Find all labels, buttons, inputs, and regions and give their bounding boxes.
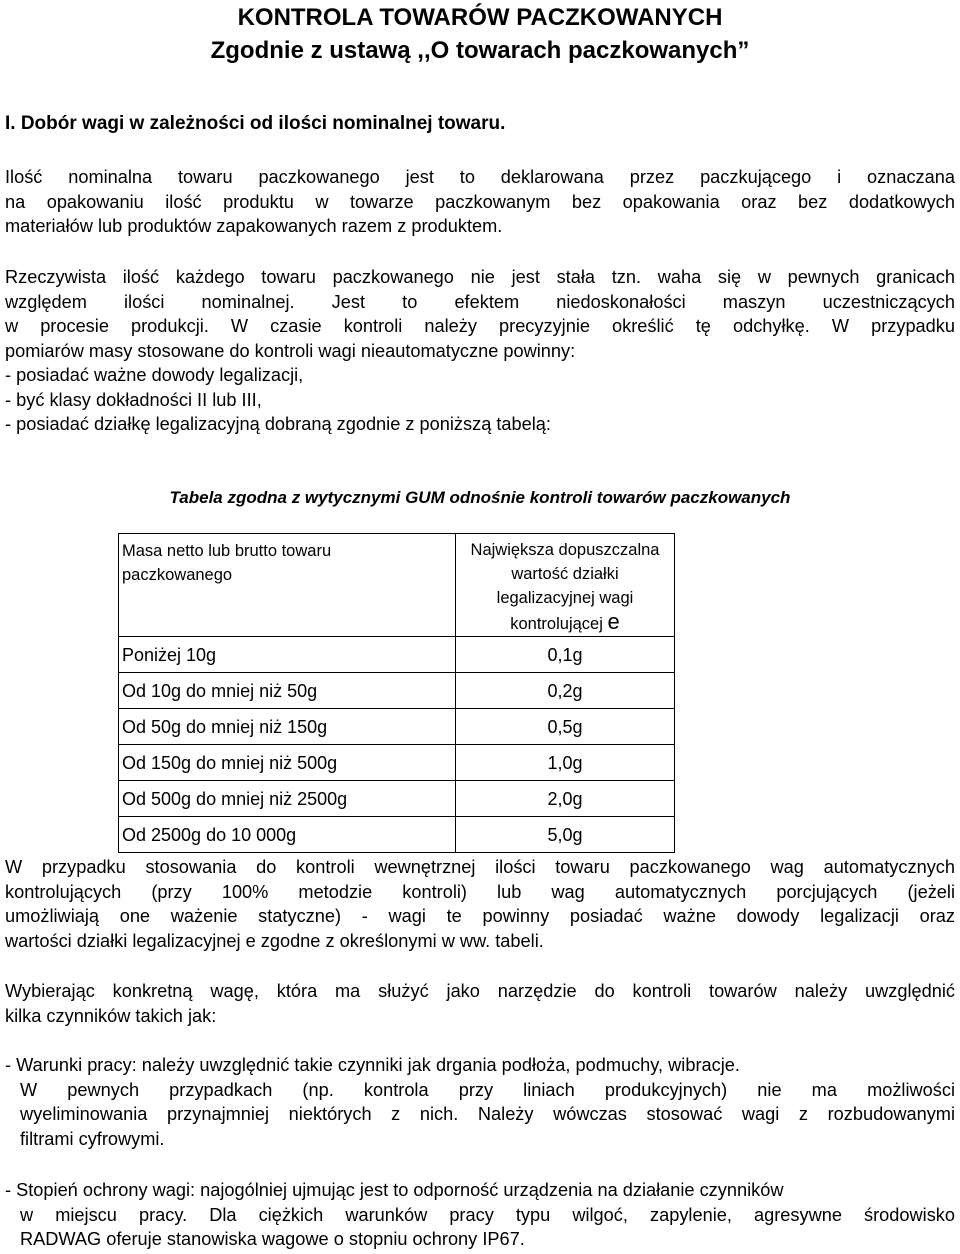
cell-e: 2,0g xyxy=(456,781,675,817)
header-e-value xyxy=(456,534,675,637)
cell-e: 0,2g xyxy=(456,673,675,709)
paragraph-nominal-quantity xyxy=(5,165,955,239)
cell-e: 0,5g xyxy=(456,709,675,745)
cell-mass: Od 2500g do 10 000g xyxy=(119,817,456,853)
paragraph-actual-quantity xyxy=(5,265,955,437)
text-line: W pewnych przypadkach (np. kontrola przy liniach produkcyjnych) nie ma możliwości xyxy=(20,1079,955,1100)
table-row xyxy=(119,637,675,673)
table-header-row xyxy=(119,534,675,637)
document-title: KONTROLA TOWARÓW PACZKOWANYCH xyxy=(237,4,723,31)
text-line: - Stopień ochrony wagi: najogólniej ujmując jest to odporność urządzenia na działanie czynników xyxy=(5,1180,784,1200)
header-mass-line1: Masa netto lub brutto towaru xyxy=(122,542,332,560)
list-item-protection-degree xyxy=(5,1178,955,1252)
cell-mass: Od 150g do mniej niż 500g xyxy=(119,745,456,781)
table-row xyxy=(119,673,675,709)
cell-e: 1,0g xyxy=(456,745,675,781)
text-line: Ilość nominalna towaru paczkowanego jest to deklarowana przez paczkującego i oznaczana xyxy=(5,167,955,187)
cell-e: 0,1g xyxy=(456,637,675,673)
text-line: względem ilości nominalnej. Jest to efektem niedoskonałości maszyn uczestniczących xyxy=(5,291,955,312)
text-line: filtrami cyfrowymi. xyxy=(20,1128,165,1149)
text-line: umożliwiają one ważenie statyczne) - wagi te powinny posiadać ważne dowody legalizacji oraz xyxy=(5,906,955,926)
paragraph-automatic-scales xyxy=(5,855,955,953)
cell-mass: Od 10g do mniej niż 50g xyxy=(119,673,456,709)
text-line: kontrolujących (przy 100% metodzie kontroli) lub wag automatycznych porcjujących (jeżeli xyxy=(5,881,955,902)
header-mass xyxy=(119,534,456,637)
text-line: Wybierając konkretną wagę, która ma służyć jako narzędzie do kontroli towarów należy uwzględnić xyxy=(5,981,955,1001)
header-e-symbol: e xyxy=(607,609,620,634)
table-row xyxy=(119,817,675,853)
cell-e: 5,0g xyxy=(456,817,675,853)
gum-table xyxy=(118,533,675,853)
text-line: - posiadać działkę legalizacyjną dobraną zgodnie z poniższą tabelą: xyxy=(5,414,551,434)
table-row xyxy=(119,709,675,745)
text-line: - Warunki pracy: należy uwzględnić takie czynniki jak drgania podłoża, podmuchy, wibracje. xyxy=(5,1055,740,1075)
text-line: W przypadku stosowania do kontroli wewnętrznej ilości towaru paczkowanego wag automatycznych xyxy=(5,857,955,877)
table-row xyxy=(119,781,675,817)
header-e-line1: Największa dopuszczalna wartość działki xyxy=(470,541,660,583)
text-line: - posiadać ważne dowody legalizacji, xyxy=(5,365,304,385)
paragraph-choosing-scale xyxy=(5,979,955,1028)
text-line: w procesie produkcji. W czasie kontroli należy precyzyjnie określić tę odchyłkę. W przypadku xyxy=(5,316,955,336)
text-line: materiałów lub produktów zapakowanych razem z produktem. xyxy=(5,216,503,236)
table-row xyxy=(119,745,675,781)
text-line: - być klasy dokładności II lub III, xyxy=(5,389,262,410)
cell-mass: Od 500g do mniej niż 2500g xyxy=(119,781,456,817)
table-caption: Tabela zgodna z wytycznymi GUM odnośnie kontroli towarów paczkowanych xyxy=(169,488,791,507)
list-item-working-conditions xyxy=(5,1053,955,1151)
text-line: RADWAG oferuje stanowiska wagowe o stopniu ochrony IP67. xyxy=(20,1229,525,1249)
text-line: kilka czynników takich jak: xyxy=(5,1005,217,1026)
text-line: wartości działki legalizacyjnej e zgodne z określonymi w ww. tabeli. xyxy=(5,930,544,951)
text-line: w miejscu pracy. Dla ciężkich warunków pracy typu wilgoć, zapylenie, agresywne środowisko xyxy=(20,1204,955,1225)
text-line: pomiarów masy stosowane do kontroli wagi nieautomatyczne powinny: xyxy=(5,340,576,361)
section-heading: I. Dobór wagi w zależności od ilości nominalnej towaru. xyxy=(5,113,506,134)
header-mass-line2: paczkowanego xyxy=(122,566,233,584)
text-line: na opakowaniu ilość produktu w towarze paczkowanym bez opakowania oraz bez dodatkowych xyxy=(5,191,955,212)
text-line: Rzeczywista ilość każdego towaru paczkowanego nie jest stała tzn. waha się w pewnych granicach xyxy=(5,267,955,287)
cell-mass: Od 50g do mniej niż 150g xyxy=(119,709,456,745)
text-line: wyeliminowania przynajmniej niektórych z nich. Należy wówczas stosować wagi z rozbudowanymi xyxy=(20,1104,955,1124)
header-e-line2: legalizacyjnej wagi kontrolującej xyxy=(496,589,634,633)
document-subtitle: Zgodnie z ustawą ,,O towarach paczkowanych” xyxy=(210,37,750,64)
cell-mass: Poniżej 10g xyxy=(119,637,456,673)
